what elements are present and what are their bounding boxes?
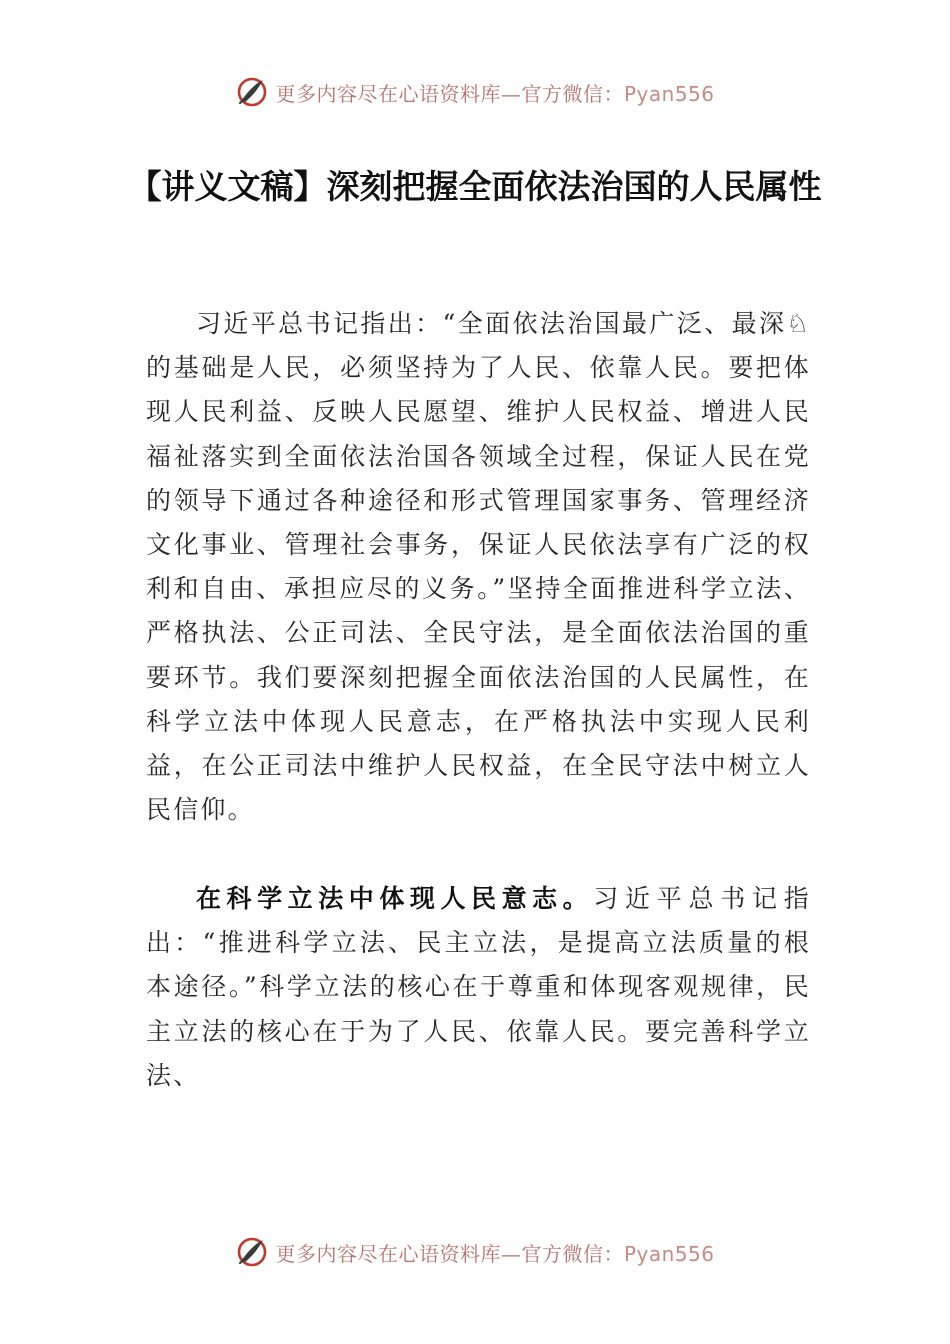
footer-banner <box>0 1232 950 1272</box>
banner-text <box>275 78 714 107</box>
paragraph-lead-heading: 在科学立法中体现人民意志。 <box>196 884 594 913</box>
banner-wechat-id: Pyan556 <box>623 81 715 106</box>
banner-text <box>275 1238 714 1267</box>
banner-main-text: 更多内容尽在心语资料库—官方微信： <box>275 81 624 106</box>
paragraph-text: 习近平总书记指出：“全面依法治国最广泛、最深♘的基础是人民，必须坚持为了人民、依靠人民。要把体现人民利益、反映人民愿望、维护人民权益、增进人民福祉落实到全面依法治国各领域全过程，保证人民在党的领导下通过各种途径和形式管理国家事务、管理经济文化事业、管理社会事务，保证人民依法享有广泛的权利和自由、承担应尽的义务。”坚持全面推进科学立法、严格执法、公正司法、全民守法，是全面依法治国的重要环节。我们要深刻把握全面依法治国的人民属性，在科学立法中体现人民意志，在严格执法中实现人民利益，在公正司法中维护人民权益，在全民守法中树立人民信仰。 <box>146 309 811 825</box>
paragraph-intro <box>146 302 811 832</box>
document-title: 【讲义文稿】深刻把握全面依法治国的人民属性 <box>128 167 822 206</box>
header-banner <box>0 72 950 112</box>
quill-logo-icon <box>235 1235 269 1269</box>
paragraph-text: 习近平总书记指出：“推进科学立法、民主立法，是提高立法质量的根本途径。”科学立法的核心在于尊重和体现客观规律，民主立法的核心在于为了人民、依靠人民。要完善科学立法、 <box>146 884 811 1090</box>
banner-wechat-id: Pyan556 <box>623 1241 715 1266</box>
banner-main-text: 更多内容尽在心语资料库—官方微信： <box>275 1241 624 1266</box>
paragraph-scientific-legislation <box>146 877 811 1098</box>
quill-logo-icon <box>235 75 269 109</box>
